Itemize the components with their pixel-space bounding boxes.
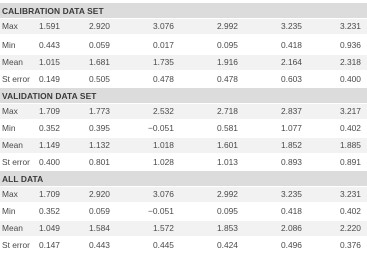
table-cell: 0.478 bbox=[153, 74, 174, 84]
table-cell: 1.572 bbox=[153, 223, 174, 233]
table-cell: 0.400 bbox=[39, 157, 60, 167]
table-cell: 0.376 bbox=[340, 240, 361, 250]
table-cell: 1.681 bbox=[89, 57, 110, 67]
section-header-validation: VALIDATION DATA SET bbox=[0, 88, 367, 103]
table-cell: 1.885 bbox=[340, 140, 361, 150]
table-cell: 0.443 bbox=[39, 40, 60, 50]
table-row bbox=[0, 138, 367, 153]
table-cell: 0.443 bbox=[89, 240, 110, 250]
row-label: Max bbox=[2, 189, 18, 199]
table-cell: 0.424 bbox=[217, 240, 238, 250]
row-label: Mean bbox=[2, 140, 23, 150]
row-label: St error bbox=[2, 157, 30, 167]
table-cell: 0.352 bbox=[39, 206, 60, 216]
table-row bbox=[0, 155, 367, 170]
table-cell: 3.217 bbox=[340, 106, 361, 116]
table-row bbox=[0, 19, 367, 34]
table-row bbox=[0, 238, 367, 253]
table-cell: 1.015 bbox=[39, 57, 60, 67]
table-cell: 0.936 bbox=[340, 40, 361, 50]
row-label: Max bbox=[2, 106, 18, 116]
table-cell: 0.801 bbox=[89, 157, 110, 167]
table-cell: 0.603 bbox=[281, 74, 302, 84]
table-cell: 3.235 bbox=[281, 189, 302, 199]
table-cell: 1.149 bbox=[39, 140, 60, 150]
table-cell: 3.231 bbox=[340, 21, 361, 31]
table-cell: 2.920 bbox=[89, 21, 110, 31]
table-cell: 1.773 bbox=[89, 106, 110, 116]
table-cell: 1.013 bbox=[217, 157, 238, 167]
table-cell: 1.735 bbox=[153, 57, 174, 67]
table-cell: 0.891 bbox=[340, 157, 361, 167]
table-cell: 1.709 bbox=[39, 106, 60, 116]
table-cell: 3.076 bbox=[153, 21, 174, 31]
table-cell: 0.478 bbox=[217, 74, 238, 84]
table-cell: 0.017 bbox=[153, 40, 174, 50]
table-row bbox=[0, 72, 367, 87]
table-cell: 0.147 bbox=[39, 240, 60, 250]
table-row bbox=[0, 104, 367, 119]
table-cell: 2.718 bbox=[217, 106, 238, 116]
row-label: Mean bbox=[2, 57, 23, 67]
table-cell: 1.709 bbox=[39, 189, 60, 199]
table-cell: 0.496 bbox=[281, 240, 302, 250]
table-cell: 1.028 bbox=[153, 157, 174, 167]
section-header-all-data: ALL DATA bbox=[0, 171, 367, 186]
table-cell: 3.231 bbox=[340, 189, 361, 199]
table-cell: −0.051 bbox=[148, 123, 174, 133]
table-row bbox=[0, 204, 367, 219]
table-cell: 0.059 bbox=[89, 206, 110, 216]
row-label: Mean bbox=[2, 223, 23, 233]
row-label: Min bbox=[2, 206, 16, 216]
row-label: Min bbox=[2, 40, 16, 50]
table-cell: 1.853 bbox=[217, 223, 238, 233]
row-label: Max bbox=[2, 21, 18, 31]
table-cell: 2.164 bbox=[281, 57, 302, 67]
table-cell: 0.402 bbox=[340, 123, 361, 133]
table-cell: 0.095 bbox=[217, 206, 238, 216]
table-cell: 1.916 bbox=[217, 57, 238, 67]
table-cell: 3.076 bbox=[153, 189, 174, 199]
table-cell: 2.992 bbox=[217, 189, 238, 199]
table-cell: 2.920 bbox=[89, 189, 110, 199]
table-cell: 2.086 bbox=[281, 223, 302, 233]
table-cell: 1.018 bbox=[153, 140, 174, 150]
table-cell: 0.095 bbox=[217, 40, 238, 50]
table-cell: 0.400 bbox=[340, 74, 361, 84]
table-cell: 1.591 bbox=[39, 21, 60, 31]
table-cell: 3.235 bbox=[281, 21, 302, 31]
table-row bbox=[0, 55, 367, 70]
table-cell: 2.837 bbox=[281, 106, 302, 116]
table-cell: 0.418 bbox=[281, 40, 302, 50]
table-cell: 0.505 bbox=[89, 74, 110, 84]
table-cell: 0.893 bbox=[281, 157, 302, 167]
table-cell: 2.992 bbox=[217, 21, 238, 31]
table-cell: 1.049 bbox=[39, 223, 60, 233]
table-cell: 0.402 bbox=[340, 206, 361, 216]
table-cell: 2.318 bbox=[340, 57, 361, 67]
table-cell: 0.581 bbox=[217, 123, 238, 133]
table-cell: 1.132 bbox=[89, 140, 110, 150]
table-cell: 0.149 bbox=[39, 74, 60, 84]
table-cell: 1.584 bbox=[89, 223, 110, 233]
row-label: St error bbox=[2, 74, 30, 84]
table-cell: 1.077 bbox=[281, 123, 302, 133]
row-label: St error bbox=[2, 240, 30, 250]
table-cell: 0.352 bbox=[39, 123, 60, 133]
table-cell: 2.532 bbox=[153, 106, 174, 116]
table-row bbox=[0, 121, 367, 136]
table-cell: 0.445 bbox=[153, 240, 174, 250]
table-cell: −0.051 bbox=[148, 206, 174, 216]
table-cell: 0.059 bbox=[89, 40, 110, 50]
table-cell: 0.418 bbox=[281, 206, 302, 216]
table-cell: 0.395 bbox=[89, 123, 110, 133]
table-cell: 2.220 bbox=[340, 223, 361, 233]
section-header-calibration: CALIBRATION DATA SET bbox=[0, 3, 367, 18]
table-row bbox=[0, 187, 367, 202]
table-row bbox=[0, 38, 367, 53]
table-cell: 1.852 bbox=[281, 140, 302, 150]
table-row bbox=[0, 221, 367, 236]
table-cell: 1.601 bbox=[217, 140, 238, 150]
row-label: Min bbox=[2, 123, 16, 133]
